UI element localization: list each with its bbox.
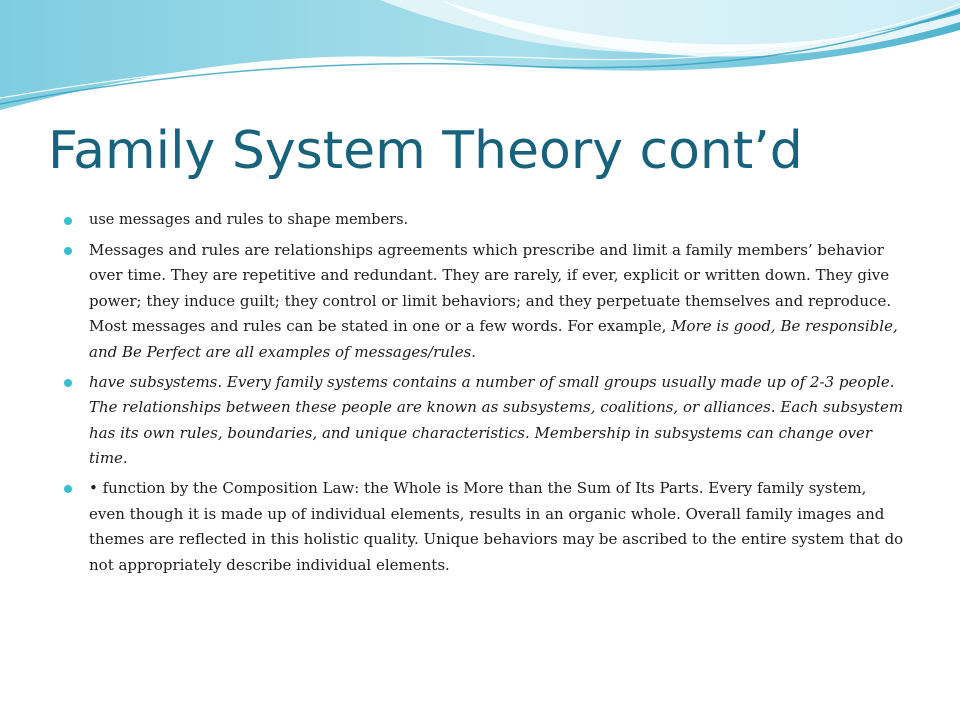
bullet-item-subsystems bbox=[64, 370, 906, 472]
header-wave-decoration bbox=[0, 0, 960, 120]
bullet-text: • function by the Composition Law: the Whole is More than the Sum of Its Parts. Every family system, even though it is made up of individual elements, results in an organic whole. Overall family images and themes are reflected in this holistic quality. Unique behaviors may be ascribed to the entire system that do not appropriately describe individual elements. bbox=[89, 478, 904, 574]
bullet-dot-icon bbox=[64, 247, 72, 255]
bullet-text: use messages and rules to shape members. bbox=[89, 212, 409, 228]
bullet-item-relationship-agreements bbox=[64, 238, 906, 366]
bullet-item-messages-rules bbox=[64, 208, 906, 234]
bullet-dot-icon bbox=[64, 485, 72, 493]
bullet-text: Messages and rules are relationships agreements which prescribe and limit a family members’ behavior over time. They are repetitive and redundant. They are rarely, if ever, explicit or written down. They give power; they induce guilt; they control or limit behaviors; and they perpetuate themselves and reproduce. Most messages and rules can be stated in one or a few words. For example, bbox=[89, 240, 892, 336]
bullet-dot-icon bbox=[64, 379, 72, 387]
bullet-dot-icon bbox=[64, 217, 72, 225]
bullet-text-italic: More is good, Be responsible, and Be Perfect are all examples of messages/rules. bbox=[89, 317, 898, 361]
bullet-list bbox=[64, 208, 906, 582]
slide-title: Family System Theory cont’d bbox=[48, 121, 803, 181]
bullet-item-composition-law bbox=[64, 476, 906, 578]
bullet-text-italic: have subsystems. Every family systems contains a number of small groups usually made up of 2-3 people. The relationships between these people are known as subsystems, coalitions, or alliances. Each subsystem has its own rules, boundaries, and unique characteristics. Membership in subsystems can change over time. bbox=[89, 372, 904, 468]
